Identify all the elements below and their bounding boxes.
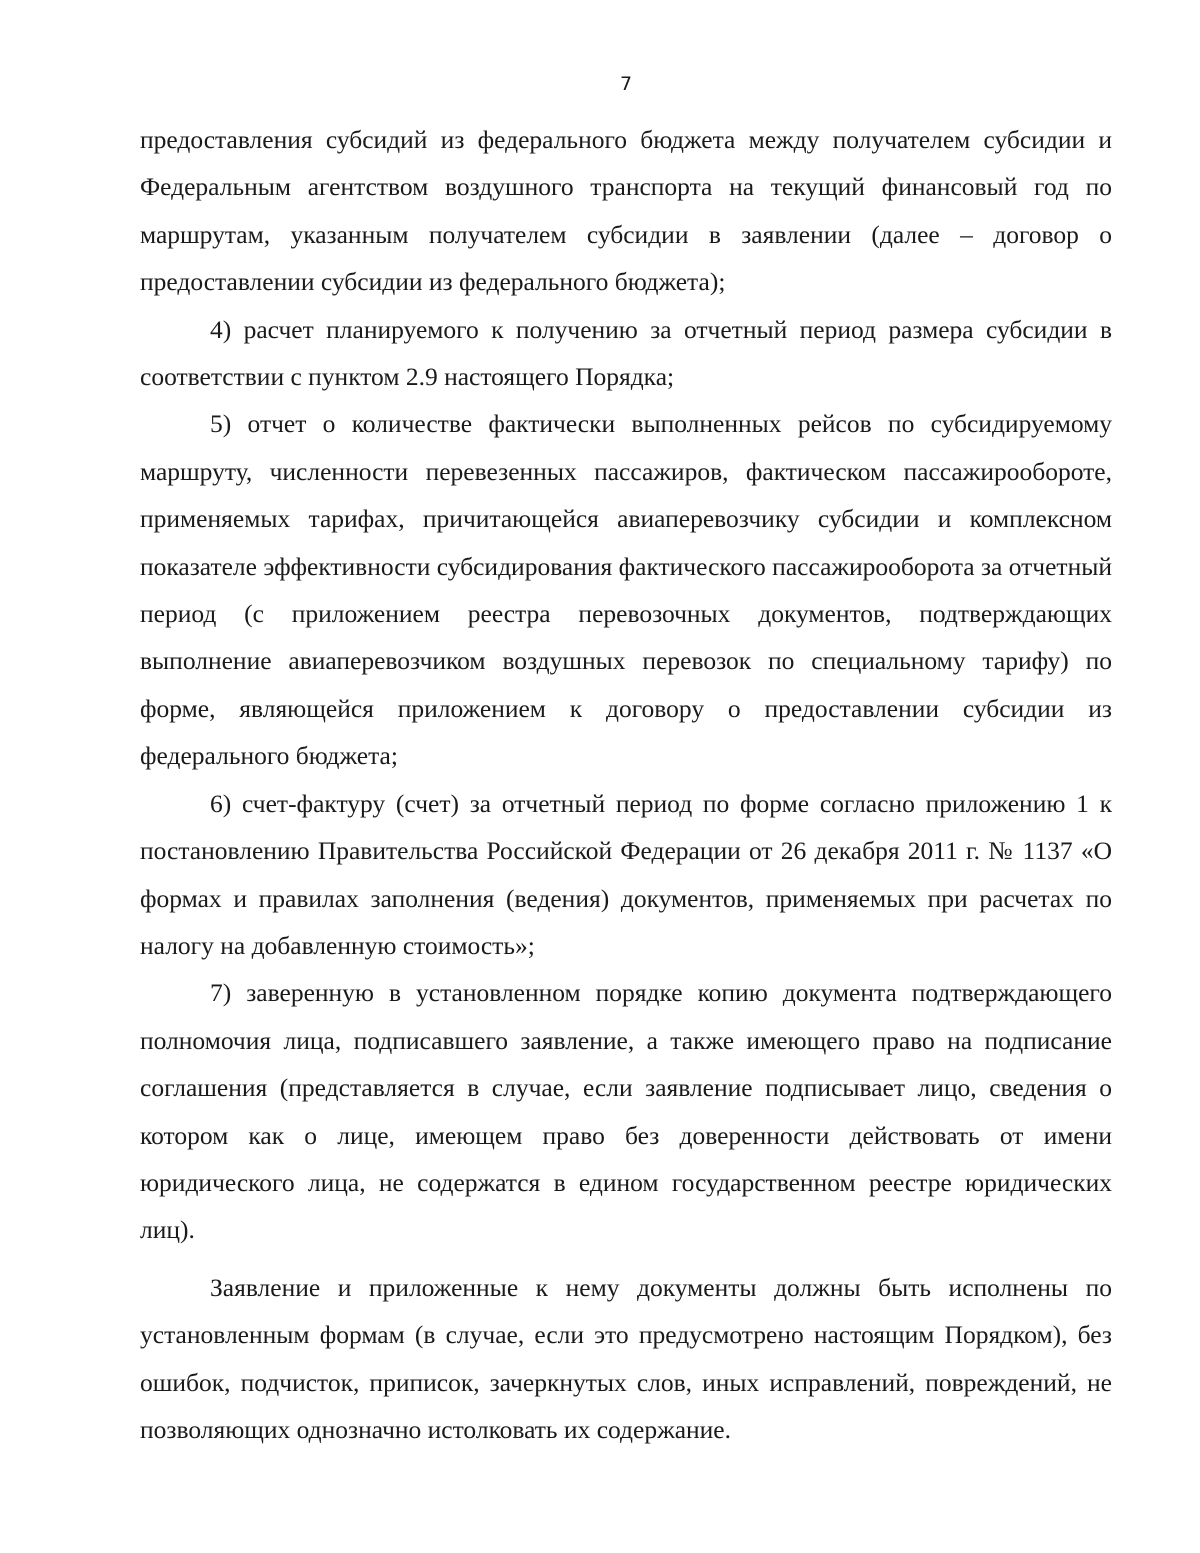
document-body: [140, 116, 1112, 1453]
paragraph-item-4: 4) расчет планируемого к получению за отчетный период размера субсидии в соответствии с пунктом 2.9 настоящего Порядка;: [140, 314, 1112, 392]
paragraph-item-5: 5) отчет о количестве фактически выполненных рейсов по субсидируемому маршруту, численности перевезенных пассажиров, фактическом пассажирообороте, применяемых тарифах, причитающейся авиаперевозчику субсидии и комплексном показателе эффективности субсидирования фактического пассажирооборота за отчетный период (с приложением реестра перевозочных документов, подтверждающих выполнение авиаперевозчиком воздушных перевозок по специальному тарифу) по форме, являющейся приложением к договору о предоставлении субсидии из федерального бюджета;: [140, 409, 1113, 771]
paragraph-continuation: предоставления субсидий из федерального бюджета между получателем субсидии и Федеральным агентством воздушного транспорта на текущий финансовый год по маршрутам, указанным получателем субсидии в заявлении (далее – договор о предоставлении субсидии из федерального бюджета);: [140, 125, 1112, 297]
paragraph-requirements: Заявление и приложенные к нему документы должны быть исполнены по установленным формам (в случае, если это предусмотрено настоящим Порядком), без ошибок, подчисток, приписок, зачеркнутых слов, иных исправлений, повреждений, не позволяющих однозначно истолковать их содержание.: [140, 1272, 1112, 1444]
paragraph-item-6: 6) счет-фактуру (счет) за отчетный период по форме согласно приложению 1 к постановлению Правительства Российской Федерации от 26 декабря 2011 г. № 1137 «О формах и правилах заполнения (ведения) документов, применяемых при расчетах по налогу на добавленную стоимость»;: [140, 788, 1112, 960]
paragraph-item-7: 7) заверенную в установленном порядке копию документа подтверждающего полномочия лица, подписавшего заявление, а также имеющего право на подписание соглашения (представляется в случае, если заявление подписывает лицо, сведения о котором как о лице, имеющем право без доверенности действовать от имени юридического лица, не содержатся в едином государственном реестре юридических лиц).: [140, 978, 1112, 1245]
page-number: 7: [619, 73, 633, 95]
